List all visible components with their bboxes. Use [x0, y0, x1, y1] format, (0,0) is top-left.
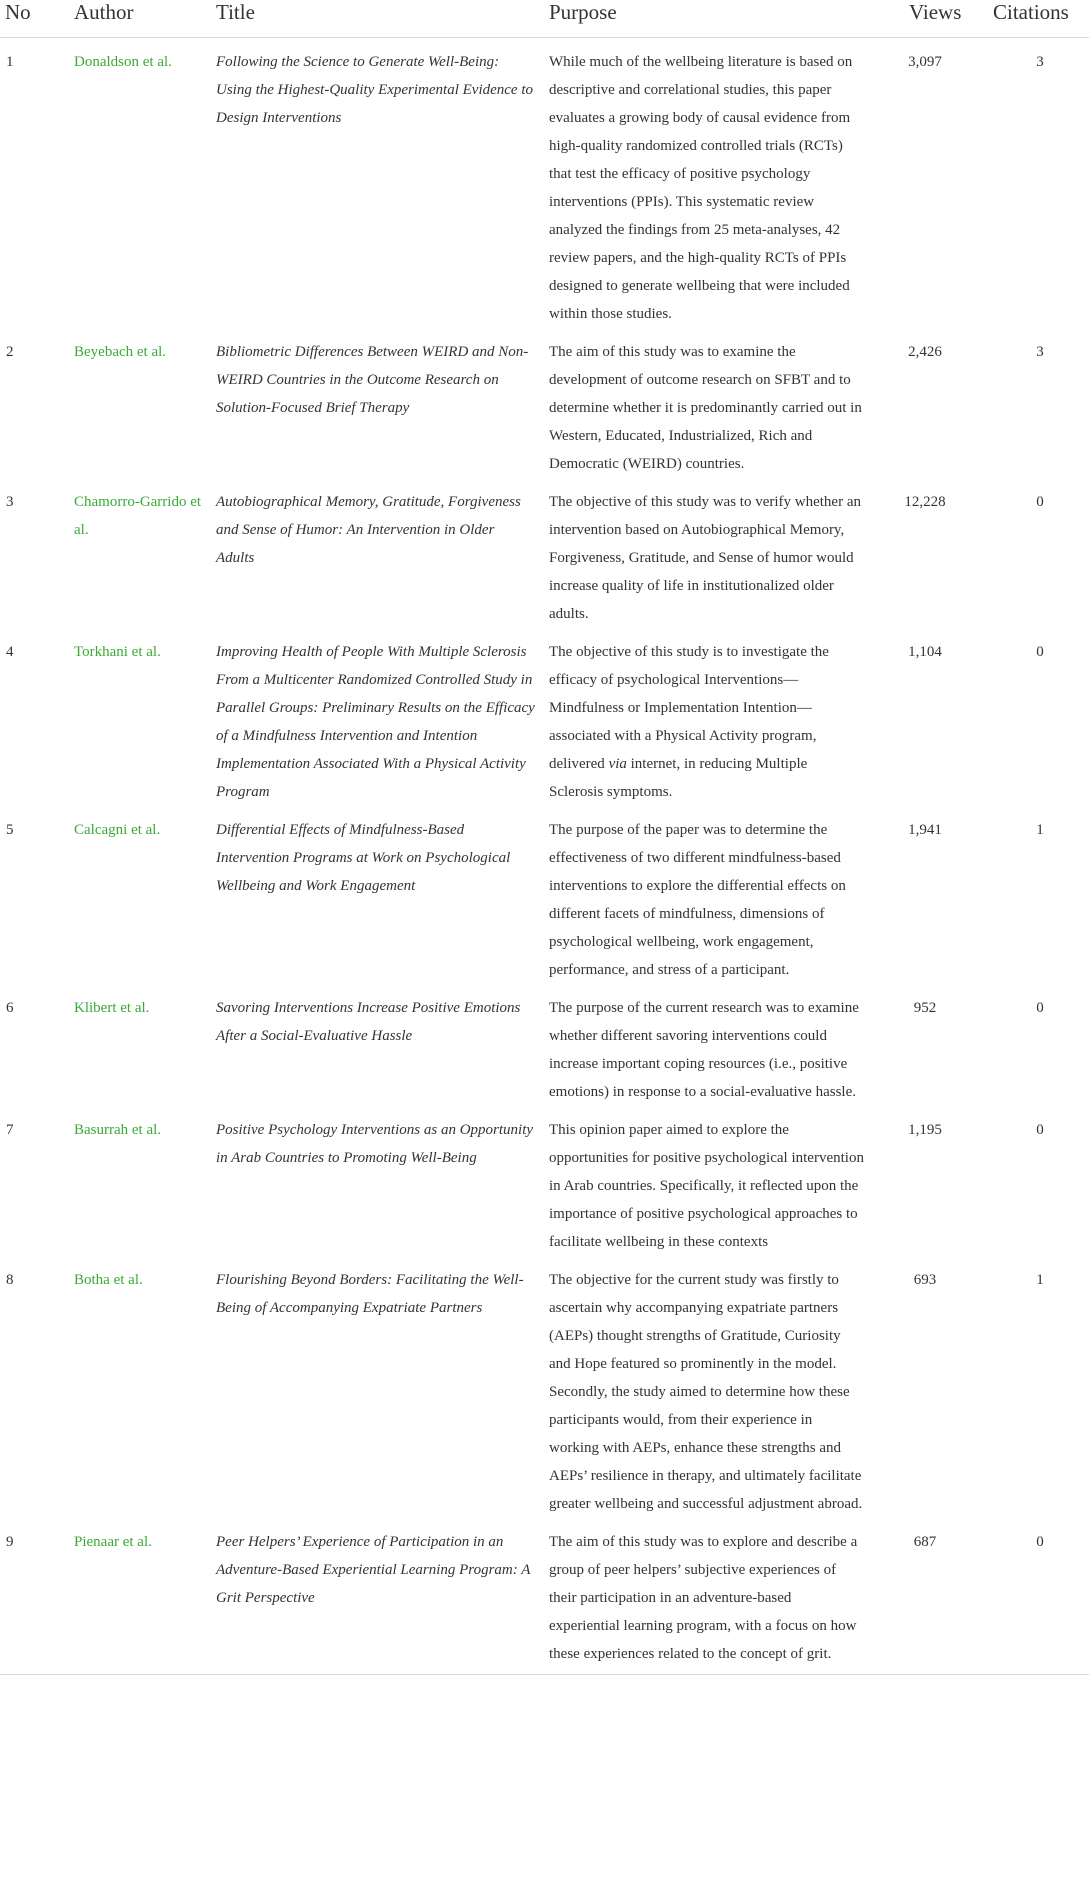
row-number: 5	[6, 821, 14, 838]
article-purpose: This opinion paper aimed to explore the opportunities for positive psychological intervention in Arab countries. Specifically, it reflected upon the importance of positive psychological approaches to facilitate wellbeing in these contexts	[549, 1121, 864, 1250]
header-views: Views	[871, 0, 979, 37]
article-title: Positive Psychology Interventions as an Opportunity in Arab Countries to Promoting Well-Being	[216, 1121, 534, 1166]
row-number: 4	[6, 643, 14, 660]
citations-count: 1	[1036, 1271, 1044, 1288]
views-count: 1,104	[908, 643, 942, 660]
row-number: 8	[6, 1271, 14, 1288]
views-count: 952	[913, 999, 937, 1016]
views-count: 3,097	[908, 53, 942, 70]
author-link[interactable]: Torkhani et al.	[74, 643, 161, 660]
article-title: Bibliometric Differences Between WEIRD and Non-WEIRD Countries in the Outcome Research on Solution-Focused Brief Therapy	[216, 343, 529, 416]
citations-count: 0	[1036, 1121, 1044, 1138]
article-purpose: The objective for the current study was firstly to ascertain why accompanying expatriate partners (AEPs) thought strengths of Gratitude, Curiosity and Hope featured so prominently in the model. Secondly, the study aimed to determine how these participants would, from their experience in working with AEPs, enhance these strengths and AEPs’ resilience in therapy, and ultimately facilitate greater wellbeing and successful adjustment abroad.	[549, 1271, 863, 1512]
citations-count: 0	[1036, 643, 1044, 660]
author-link[interactable]: Beyebach et al.	[74, 343, 167, 360]
header-purpose: Purpose	[549, 0, 871, 37]
header-title: Title	[216, 0, 549, 37]
table-row	[0, 37, 1089, 328]
table-row	[0, 1106, 1089, 1256]
table-row	[0, 984, 1089, 1106]
article-title: Flourishing Beyond Borders: Facilitating the Well-Being of Accompanying Expatriate Partners	[216, 1271, 524, 1316]
header-citations: Citations	[979, 0, 1089, 37]
author-link[interactable]: Donaldson et al.	[74, 53, 172, 70]
table-row	[0, 328, 1089, 478]
author-link[interactable]: Chamorro-Garrido et al.	[74, 493, 202, 538]
article-title: Autobiographical Memory, Gratitude, Forgiveness and Sense of Humor: An Intervention in Older Adults	[216, 493, 521, 566]
table-row	[0, 628, 1089, 806]
row-number: 2	[6, 343, 14, 360]
views-count: 12,228	[904, 493, 946, 510]
author-link[interactable]: Calcagni et al.	[74, 821, 161, 838]
header-no: No	[0, 0, 74, 37]
article-purpose: The purpose of the paper was to determine the effectiveness of two different mindfulness-based interventions to explore the differential effects on different facets of mindfulness, dimensions of psychological wellbeing, work engagement, performance, and stress of a participant.	[549, 821, 846, 978]
article-purpose: While much of the wellbeing literature is based on descriptive and correlational studies, this paper evaluates a growing body of causal evidence from high-quality randomized controlled trials (RCTs) that test the efficacy of positive psychology interventions (PPIs). This systematic review analyzed the findings from 25 meta-analyses, 42 review papers, and the high-quality RCTs of PPIs designed to generate wellbeing that were included within those studies.	[549, 53, 853, 322]
article-title: Improving Health of People With Multiple Sclerosis From a Multicenter Randomized Controlled Study in Parallel Groups: Preliminary Results on the Efficacy of a Mindfulness Intervention and Intention Implementation Associated With a Physical Activity Program	[216, 643, 535, 800]
citations-count: 0	[1036, 493, 1044, 510]
article-purpose: The aim of this study was to examine the development of outcome research on SFBT and to determine whether it is predominantly carried out in Western, Educated, Industrialized, Rich and Democratic (WEIRD) countries.	[549, 343, 862, 472]
citations-count: 3	[1036, 53, 1044, 70]
row-number: 3	[6, 493, 14, 510]
purpose-text-after: internet, in reducing Multiple Sclerosis symptoms.	[549, 755, 808, 800]
table-row	[0, 1256, 1089, 1518]
row-number: 7	[6, 1121, 14, 1138]
header-author: Author	[74, 0, 216, 37]
article-title: Peer Helpers’ Experience of Participation in an Adventure-Based Experiential Learning Program: A Grit Perspective	[216, 1533, 531, 1606]
article-title: Savoring Interventions Increase Positive Emotions After a Social-Evaluative Hassle	[216, 999, 521, 1044]
citations-count: 3	[1036, 343, 1044, 360]
table-row	[0, 478, 1089, 628]
author-link[interactable]: Basurrah et al.	[74, 1121, 162, 1138]
row-number: 1	[6, 53, 14, 70]
row-number: 9	[6, 1533, 14, 1550]
table-bottom-rule	[0, 1674, 1089, 1675]
purpose-text-before: The objective of this study is to investigate the efficacy of psychological Interventions—Mindfulness or Implementation Intention—associated with a Physical Activity program, delivered	[549, 643, 829, 772]
author-link[interactable]: Botha et al.	[74, 1271, 143, 1288]
article-title: Following the Science to Generate Well-Being: Using the Highest-Quality Experimental Evidence to Design Interventions	[216, 53, 533, 126]
views-count: 687	[913, 1533, 937, 1550]
table-row	[0, 1518, 1089, 1668]
article-purpose: The purpose of the current research was to examine whether different savoring interventions could increase important coping resources (i.e., positive emotions) in response to a social-evaluative hassle.	[549, 999, 859, 1100]
views-count: 693	[913, 1271, 937, 1288]
purpose-text-italic: via	[608, 755, 627, 772]
citations-count: 1	[1036, 821, 1044, 838]
article-title: Differential Effects of Mindfulness-Based Intervention Programs at Work on Psychological Wellbeing and Work Engagement	[216, 821, 511, 894]
table-row	[0, 806, 1089, 984]
article-purpose: The aim of this study was to explore and describe a group of peer helpers’ subjective experiences of their participation in an adventure-based experiential learning program, with a focus on how these experiences related to the concept of grit.	[549, 1533, 858, 1662]
header-row	[0, 0, 1089, 37]
author-link[interactable]: Klibert et al.	[74, 999, 150, 1016]
author-link[interactable]: Pienaar et al.	[74, 1533, 152, 1550]
views-count: 1,941	[908, 821, 942, 838]
article-purpose: The objective of this study was to verify whether an intervention based on Autobiographical Memory, Forgiveness, Gratitude, and Sense of humor would increase quality of life in institutionalized older adults.	[549, 493, 861, 622]
views-count: 2,426	[908, 343, 942, 360]
views-count: 1,195	[908, 1121, 942, 1138]
citations-count: 0	[1036, 1533, 1044, 1550]
article-purpose	[549, 628, 871, 806]
citations-count: 0	[1036, 999, 1044, 1016]
row-number: 6	[6, 999, 14, 1016]
